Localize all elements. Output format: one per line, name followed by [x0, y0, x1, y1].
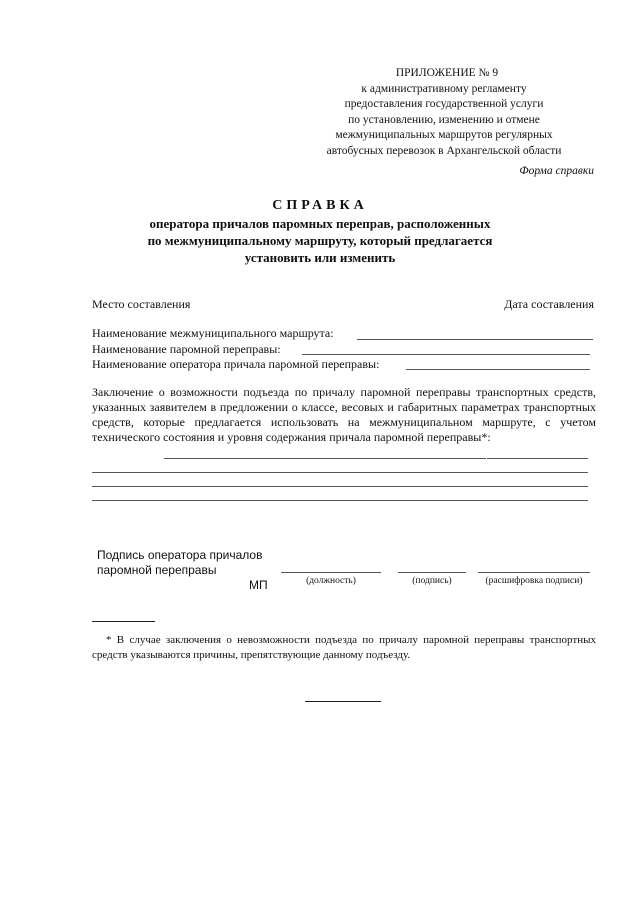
title-line: по межмуниципальному маршруту, который предлагается	[147, 233, 493, 248]
position-caption: (должность)	[306, 576, 356, 586]
conclusion-line[interactable]	[92, 472, 588, 473]
conclusion-line[interactable]	[92, 486, 588, 487]
route-name-label: Наименование межмуниципального маршрута:	[92, 326, 334, 340]
place-date-row	[92, 297, 594, 312]
document-title	[120, 197, 520, 266]
operator-name-label: Наименование оператора причала паромной переправы:	[92, 357, 380, 371]
route-name-field[interactable]	[357, 339, 593, 340]
place-label: Место составления	[92, 297, 191, 311]
form-label: Форма справки	[519, 165, 594, 177]
conclusion-field[interactable]	[487, 458, 588, 459]
appendix-header	[294, 66, 594, 159]
appendix-line: предоставления государственной услуги	[344, 98, 544, 110]
decoding-caption: (расшифровка подписи)	[485, 576, 583, 586]
conclusion-line[interactable]	[92, 500, 588, 501]
signature-field[interactable]	[398, 572, 466, 573]
appendix-line: автобусных перевозок в Архангельской области	[326, 144, 562, 157]
signature-label	[97, 548, 262, 578]
ferry-name-field[interactable]	[302, 354, 590, 355]
appendix-title: ПРИЛОЖЕНИЕ № 9	[395, 67, 499, 79]
footnote-separator	[92, 621, 155, 622]
signature-label-line: паромной переправы	[97, 563, 217, 577]
conclusion-paragraph: Заключение о возможности подъезда по причалу паромной переправы транспортных средств, указанных заявителем в предложении о классе, весовых и габаритных параметрах транспортных средств, которые предлагается использовать на межмуниципальном маршруте, с учетом технического состояния и уровня содержания причала паромной переправы*:	[92, 385, 596, 444]
signature-caption: (подпись)	[412, 576, 452, 586]
title-line: установить или изменить	[244, 250, 396, 265]
operator-name-field[interactable]	[406, 369, 590, 370]
date-label: Дата составления	[504, 297, 594, 311]
title-main: СПРАВКА	[272, 198, 368, 213]
footnote: * В случае заключения о невозможности подъезда по причалу паромной переправы транспортных средств указываются причины, препятствующие данному подъезду.	[92, 634, 596, 661]
position-field[interactable]	[281, 572, 381, 573]
signature-label-line: Подпись оператора причалов	[97, 548, 263, 562]
appendix-line: к административному регламенту	[361, 82, 527, 95]
appendix-line: по установлению, изменению и отмене	[348, 113, 540, 126]
end-separator	[305, 701, 381, 702]
seal-mark: МП	[249, 578, 268, 592]
appendix-line: межмуниципальных маршрутов регулярных	[335, 129, 553, 141]
title-line: оператора причалов паромных переправ, расположенных	[149, 216, 491, 231]
decoding-field[interactable]	[478, 572, 590, 573]
ferry-name-label: Наименование паромной переправы:	[92, 342, 281, 356]
conclusion-field[interactable]	[164, 458, 486, 459]
